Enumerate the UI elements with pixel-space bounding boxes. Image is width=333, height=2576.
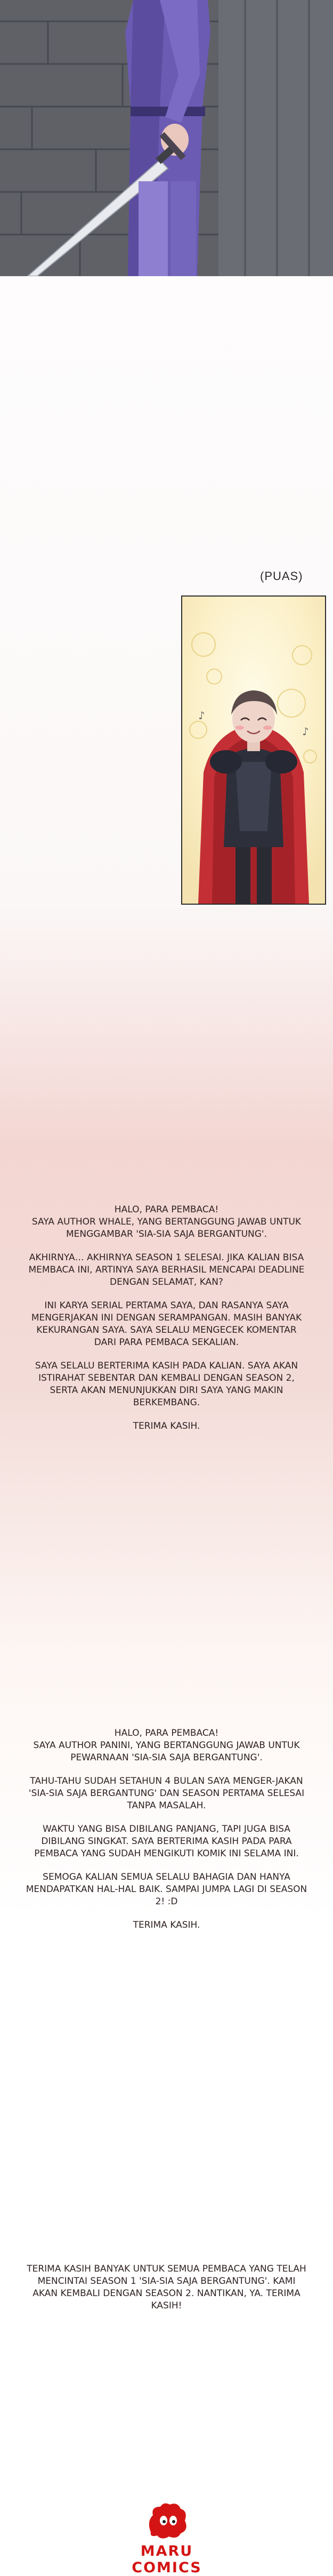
svg-text:♪: ♪: [198, 709, 205, 722]
sword-scene-illustration: [0, 0, 333, 276]
sword-scene-panel: [0, 0, 333, 276]
maru-comics-logo[interactable]: [116, 2500, 217, 2576]
note1-paragraph-2: AKHIRNYA… AKHIRNYA SEASON 1 SELESAI. JIKA KALIAN BISA MEMBACA INI, ARTINYA SAYA BERHASIL MENCAPAI DEADLINE DENGAN SELAMAT, KAN?: [28, 1252, 305, 1287]
author-panini-note: [0, 1727, 333, 1931]
note1-greeting-line2: SAYA AUTHOR WHALE, YANG BERTANGGUNG JAWAB UNTUK MENGGAMBAR 'SIA-SIA SAJA BERGANTUNG'.: [31, 1217, 302, 1239]
note1-paragraph-3: INI KARYA SERIAL PERTAMA SAYA, DAN RASANYA SAYA MENGERJAKAN INI DENGAN SERAMPANGAN. MASIH BANYAK KEKURANGAN SAYA. SAYA SELALU MENGECEK KOMENTAR DARI PARA PEMBACA SEKALIAN.: [31, 1300, 302, 1348]
satisfied-character-illustration: [182, 597, 325, 904]
note2-thanks: TERIMA KASIH.: [133, 1920, 200, 1930]
maru-mascot-logo: [145, 2500, 188, 2540]
note2-greeting-line2: SAYA AUTHOR PANINI, YANG BERTANGGUNG JAWAB UNTUK PEWARNAAN 'SIA-SIA SAJA BERGANTUNG'.: [33, 1740, 300, 1763]
note1-paragraph-4: SAYA SELALU BERTERIMA KASIH PADA KALIAN. SAYA AKAN ISTIRAHAT SEBENTAR DAN KEMBALI DENGAN SEASON 2, SERTA AKAN MENUNJUKKAN DIRI SAYA YANG MAKIN BERKEMBANG.: [35, 1361, 298, 1408]
maru-comics-wordmark: [116, 2543, 217, 2576]
note2-greeting: [26, 1727, 307, 1764]
satisfied-character-panel: [181, 595, 326, 905]
brand-comics: COMICS: [132, 2559, 202, 2576]
svg-text:♪: ♪: [302, 725, 309, 738]
note2-paragraph-2: TAHU-TAHU SUDAH SETAHUN 4 BULAN SAYA MENGER-JAKAN 'SIA-SIA SAJA BERGANTUNG' DAN SEASON PERTAMA SELESAI TANPA MASALAH.: [28, 1776, 305, 1811]
note2-paragraph-3: WAKTU YANG BISA DIBILANG PANJANG, TAPI JUGA BISA DIBILANG SINGKAT. SAYA BERTERIMA KASIH PADA PARA PEMBACA YANG SUDAH MENGIKUTI KOMIK INI SELAMA INI.: [34, 1824, 299, 1859]
puas-caption: (PUAS): [260, 569, 303, 583]
note2-paragraph-4: SEMOGA KALIAN SEMUA SELALU BAHAGIA DAN HANYA MENDAPATKAN HAL-HAL BAIK. SAMPAI JUMPA LAGI DI SEASON 2! :D: [26, 1872, 307, 1907]
note2-greeting-line1: HALO, PARA PEMBACA!: [114, 1728, 219, 1738]
author-whale-note: [0, 1204, 333, 1432]
note1-greeting: [26, 1204, 307, 1241]
brand-maru: MARU: [140, 2543, 193, 2559]
note3-paragraph: TERIMA KASIH BANYAK UNTUK SEMUA PEMBACA YANG TELAH MENCINTAI SEASON 1 'SIA-SIA SAJA BERGANTUNG'. KAMI AKAN KEMBALI DENGAN SEASON 2. NANTIKAN, YA. TERIMA KASIH!: [27, 2264, 306, 2311]
note1-greeting-line1: HALO, PARA PEMBACA!: [114, 1204, 219, 1215]
closing-note: [0, 2263, 333, 2312]
note1-thanks: TERIMA KASIH.: [133, 1421, 200, 1431]
